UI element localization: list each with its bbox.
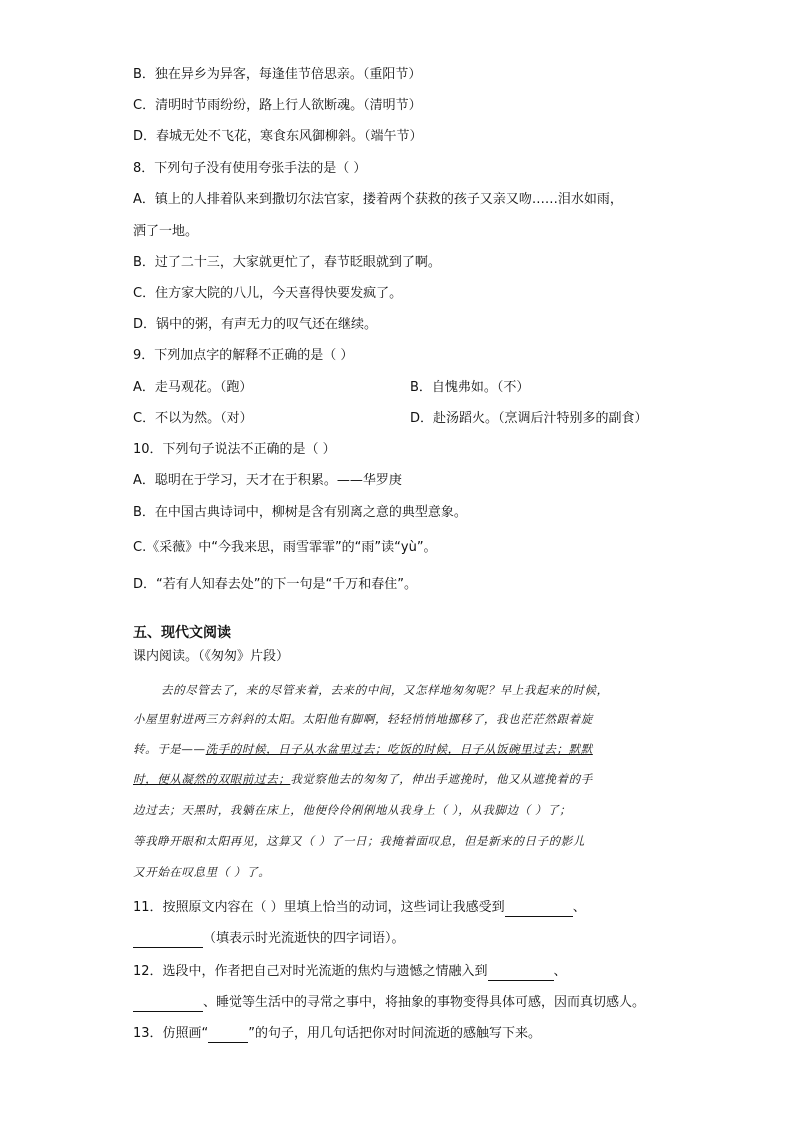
q11-separator: 、 bbox=[572, 900, 586, 915]
q12-text: 、睡觉等生活中的寻常之事中，将抽象的事物变得具体可感，因而真切感人。 bbox=[203, 995, 646, 1010]
q7-option-b: B．独在异乡为异客，每逢佳节倍思亲。（重阳节） bbox=[133, 67, 422, 82]
q8-option-b: B．过了二十三，大家就更忙了，春节眨眼就到了啊。 bbox=[133, 255, 441, 270]
passage-line-1: 去的尽管去了，来的尽管来着，去来的中间，又怎样地匆匆呢？早上我起来的时候， bbox=[161, 683, 609, 697]
passage-line-5: 边过去；天黑时，我躺在床上，他便伶伶俐俐地从我身上（ ），从我脚边（ ）了； bbox=[133, 803, 572, 817]
q10-option-c: C.《采薇》中“今我来思，雨雪霏霏”的“雨”读“yù”。 bbox=[133, 540, 437, 555]
q10-option-a: A．聪明在于学习，天才在于积累。——华罗庚 bbox=[133, 473, 402, 488]
passage-line-4 bbox=[133, 770, 593, 788]
section-subtitle: 课内阅读。（《匆匆》片段） bbox=[133, 649, 290, 664]
passage-text: 我觉察他去的匆匆了，伸出手遮挽时，他又从遮挽着的手 bbox=[290, 772, 593, 786]
passage-line-3 bbox=[133, 740, 593, 758]
q8-option-c: C．住方家大院的八儿，今天喜得快要发疯了。 bbox=[133, 286, 403, 301]
q11-line-2 bbox=[133, 930, 405, 948]
q7-option-c: C．清明时节雨纷纷，路上行人欲断魂。（清明节） bbox=[133, 98, 422, 113]
q13-line bbox=[133, 1025, 541, 1043]
q9-option-c: C．不以为然。（对） bbox=[133, 411, 253, 426]
q9-option-d: D．赴汤蹈火。（烹调后汁特别多的副食） bbox=[410, 411, 648, 426]
q7-option-d: D．春城无处不飞花，寒食东风御柳斜。（端午节） bbox=[133, 129, 423, 144]
passage-text: 转。于是—— bbox=[133, 742, 206, 756]
q9-option-a: A．走马观花。（跑） bbox=[133, 380, 253, 395]
answer-blank[interactable] bbox=[133, 997, 203, 1012]
underlined-sentence: 时，便从凝然的双眼前过去； bbox=[133, 772, 291, 786]
passage-line-2: 小屋里射进两三方斜斜的太阳。太阳他有脚啊，轻轻悄悄地挪移了，我也茫茫然跟着旋 bbox=[133, 712, 593, 726]
q11-stem: 11．按照原文内容在（ ）里填上恰当的动词，这些词让我感受到 bbox=[133, 900, 505, 915]
q8-option-d: D．锅中的粥，有声无力的叹气还在继续。 bbox=[133, 317, 378, 332]
section-title: 五、现代文阅读 bbox=[133, 625, 231, 641]
q12-line-2 bbox=[133, 994, 645, 1012]
q10-option-b: B．在中国古典诗词中，柳树是含有别离之意的典型意象。 bbox=[133, 505, 467, 520]
passage-line-7: 又开始在叹息里（ ）了。 bbox=[133, 865, 271, 879]
q12-line-1 bbox=[133, 963, 567, 981]
q8-option-a-cont: 洒了一地。 bbox=[133, 224, 199, 239]
q10-option-d: D．“若有人知春去处”的下一句是“千万和春住”。 bbox=[133, 577, 417, 592]
underlined-sentence: 洗手的时候，日子从水盆里过去；吃饭的时候，日子从饭碗里过去；默默 bbox=[205, 742, 593, 756]
answer-blank[interactable] bbox=[133, 933, 203, 948]
q9-stem: 9．下列加点字的解释不正确的是（ ） bbox=[133, 348, 354, 363]
q12-separator: 、 bbox=[553, 964, 567, 979]
inline-blank bbox=[208, 1028, 248, 1043]
q10-stem: 10．下列句子说法不正确的是（ ） bbox=[133, 442, 336, 457]
q12-stem: 12．选段中，作者把自己对时光流逝的焦灼与遗憾之情融入到 bbox=[133, 964, 488, 979]
q8-option-a: A．镇上的人排着队来到撒切尔法官家，搂着两个获救的孩子又亲又吻……泪水如雨， bbox=[133, 192, 623, 207]
q11-note: （填表示时光流逝快的四字词语）。 bbox=[203, 931, 405, 946]
q8-stem: 8．下列句子没有使用夸张手法的是（ ） bbox=[133, 161, 367, 176]
passage-line-6: 等我睁开眼和太阳再见，这算又（ ）了一日；我掩着面叹息，但是新来的日子的影儿 bbox=[133, 834, 585, 848]
answer-blank[interactable] bbox=[505, 902, 573, 917]
q9-option-b: B．自愧弗如。（不） bbox=[410, 380, 530, 395]
q11-line-1 bbox=[133, 899, 586, 917]
answer-blank[interactable] bbox=[488, 966, 554, 981]
q13-stem-end: ”的句子，用几句话把你对时间流逝的感触写下来。 bbox=[248, 1026, 542, 1041]
q13-stem-start: 13．仿照画“ bbox=[133, 1026, 209, 1041]
